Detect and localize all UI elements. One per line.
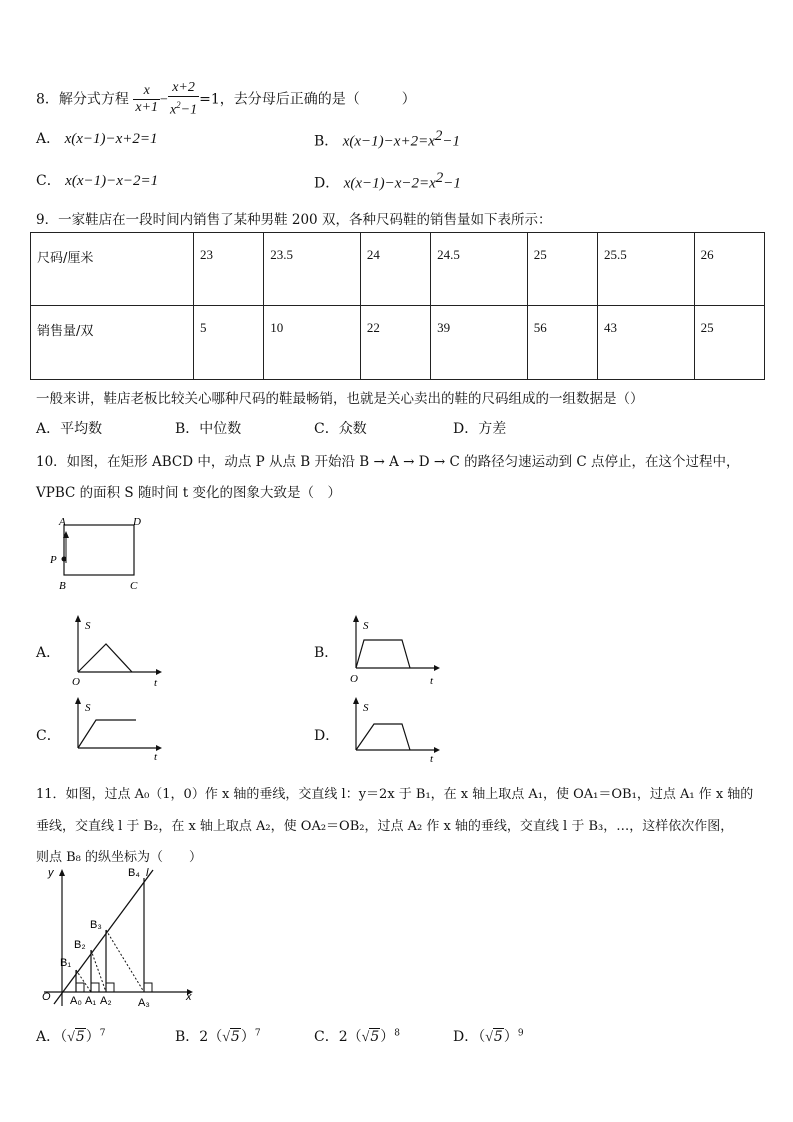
axis-t: t: [154, 677, 158, 688]
graph-d: [346, 694, 446, 764]
q11-line3: 则点 B₈ 的纵坐标为（ ）: [36, 850, 203, 865]
q8-number: 8．: [36, 91, 59, 108]
table-cell: 43: [598, 306, 695, 380]
q11-option-c[interactable]: C．$2(√5)^8$: [314, 1028, 400, 1045]
q10-option-b[interactable]: B．: [314, 645, 339, 661]
label-b2: B₂: [74, 939, 86, 951]
axis-s: S: [363, 702, 369, 714]
q10-option-c[interactable]: C．: [36, 728, 61, 744]
label-a3: A₃: [138, 997, 150, 1009]
label-b4: B₄: [128, 867, 140, 879]
q11-option-d[interactable]: D．$(√5)^9$: [453, 1028, 524, 1045]
graph-a: [68, 612, 168, 688]
table-row: [31, 233, 765, 306]
table-cell: 56: [527, 306, 597, 380]
table-cell: 24.5: [431, 233, 528, 306]
q9-stem: 9．一家鞋店在一段时间内销售了某种男鞋 200 双，各种尺码鞋的销售量如下表所示：: [36, 212, 552, 228]
q11-line2: 垂线，交直线 l 于 B₂，在 x 轴上取点 A₂，使 OA₂＝OB₂，过点 A₂ 作 x 轴的垂线，交直线 l 于 B₃，…，这样依次作图，: [36, 819, 734, 834]
table-header-size: 尺码/厘米: [31, 233, 194, 306]
q10-line2: VPBC 的面积 S 随时间 t 变化的图象大致是（ ）: [36, 485, 341, 501]
table-row: [31, 306, 765, 380]
q9-option-c[interactable]: C．众数: [314, 421, 367, 437]
table-cell: 23.5: [264, 233, 361, 306]
label-a0: A₀: [70, 995, 82, 1007]
label-p: P: [50, 554, 57, 566]
table-cell: 22: [360, 306, 430, 380]
q8-option-a[interactable]: A． x(x−1)−x+2=1: [36, 131, 158, 147]
q9-follow: 一般来讲，鞋店老板比较关心哪种尺码的鞋最畅销，也就是关心卖出的鞋的尺码组成的一组数据是（）: [36, 391, 644, 407]
table-cell: 10: [264, 306, 361, 380]
axis-x-label: x: [186, 991, 192, 1003]
q11-option-b[interactable]: B．$2(√5)^7$: [175, 1028, 261, 1045]
table-cell: 25: [694, 306, 764, 380]
shoe-size-table: [30, 232, 765, 380]
axis-s: S: [363, 620, 369, 632]
line-l-label: l: [146, 867, 149, 879]
axis-t: t: [154, 751, 158, 763]
q8-option-c[interactable]: C． x(x−1)−x−2=1: [36, 173, 159, 189]
origin-label: O: [42, 991, 51, 1003]
table-cell: 39: [431, 306, 528, 380]
label-a: A: [59, 516, 66, 528]
q8-tail: =1，去分母后正确的是（ ）: [199, 91, 416, 108]
q9-option-d[interactable]: D．方差: [453, 421, 507, 437]
label-b1: B₁: [60, 957, 72, 969]
axis-s: S: [85, 702, 91, 714]
graph-b: [346, 612, 446, 688]
label-d: D: [133, 516, 141, 528]
label-a2: A₂: [100, 995, 112, 1007]
coordinate-figure: [40, 862, 202, 1010]
q10-option-a[interactable]: A．: [36, 645, 61, 661]
label-a1: A₁: [85, 995, 97, 1007]
q11-option-a[interactable]: A．$(√5)^7$: [36, 1028, 106, 1045]
label-b3: B₃: [90, 919, 102, 931]
q9-option-a[interactable]: A．平均数: [36, 421, 103, 437]
label-b: B: [59, 580, 66, 592]
rectangle-abcd-figure: [44, 515, 154, 595]
axis-o: O: [72, 676, 80, 688]
q8-option-d[interactable]: D． $x(x-1)-x-2=x^2-1$: [314, 170, 461, 192]
table-cell: 24: [360, 233, 430, 306]
q8-fraction-1: $\frac{x}{x+1}$: [135, 82, 159, 115]
table-header-sales: 销售量/双: [31, 306, 194, 380]
q10-line1: 10．如图，在矩形 ABCD 中，动点 P 从点 B 开始沿 B → A → D → C 的路径匀速运动到 C 点停止，在这个过程中，: [36, 454, 740, 470]
q8-stem: 8．解分式方程 $\frac{x}{x+1}$ − $\frac{x+2}{x^2-1}$ =1，去分母后正确的是（ ）: [36, 80, 416, 118]
q8-lead: 解分式方程: [58, 91, 129, 108]
axis-s: S: [85, 620, 91, 632]
q9-option-b[interactable]: B．中位数: [175, 421, 242, 437]
table-cell: 5: [194, 306, 264, 380]
q8-fraction-2: $\frac{x+2}{x^2-1}$: [169, 80, 198, 118]
q11-line1: 11．如图，过点 A₀（1，0）作 x 轴的垂线，交直线 l：y＝2x 于 B₁，在 x 轴上取点 A₁，使 OA₁＝OB₁，过点 A₁ 作 x 轴的: [36, 787, 754, 802]
axis-y-label: y: [48, 867, 54, 879]
table-cell: 26: [694, 233, 764, 306]
q10-option-d[interactable]: D．: [314, 728, 340, 744]
table-cell: 23: [194, 233, 264, 306]
q8-option-b[interactable]: B． $x(x-1)-x+2=x^2-1$: [314, 128, 460, 150]
axis-t: t: [430, 675, 434, 687]
axis-t: t: [430, 753, 434, 764]
axis-o: O: [350, 673, 358, 685]
label-c: C: [130, 580, 138, 592]
table-cell: 25: [527, 233, 597, 306]
table-cell: 25.5: [598, 233, 695, 306]
graph-c: [68, 694, 168, 764]
